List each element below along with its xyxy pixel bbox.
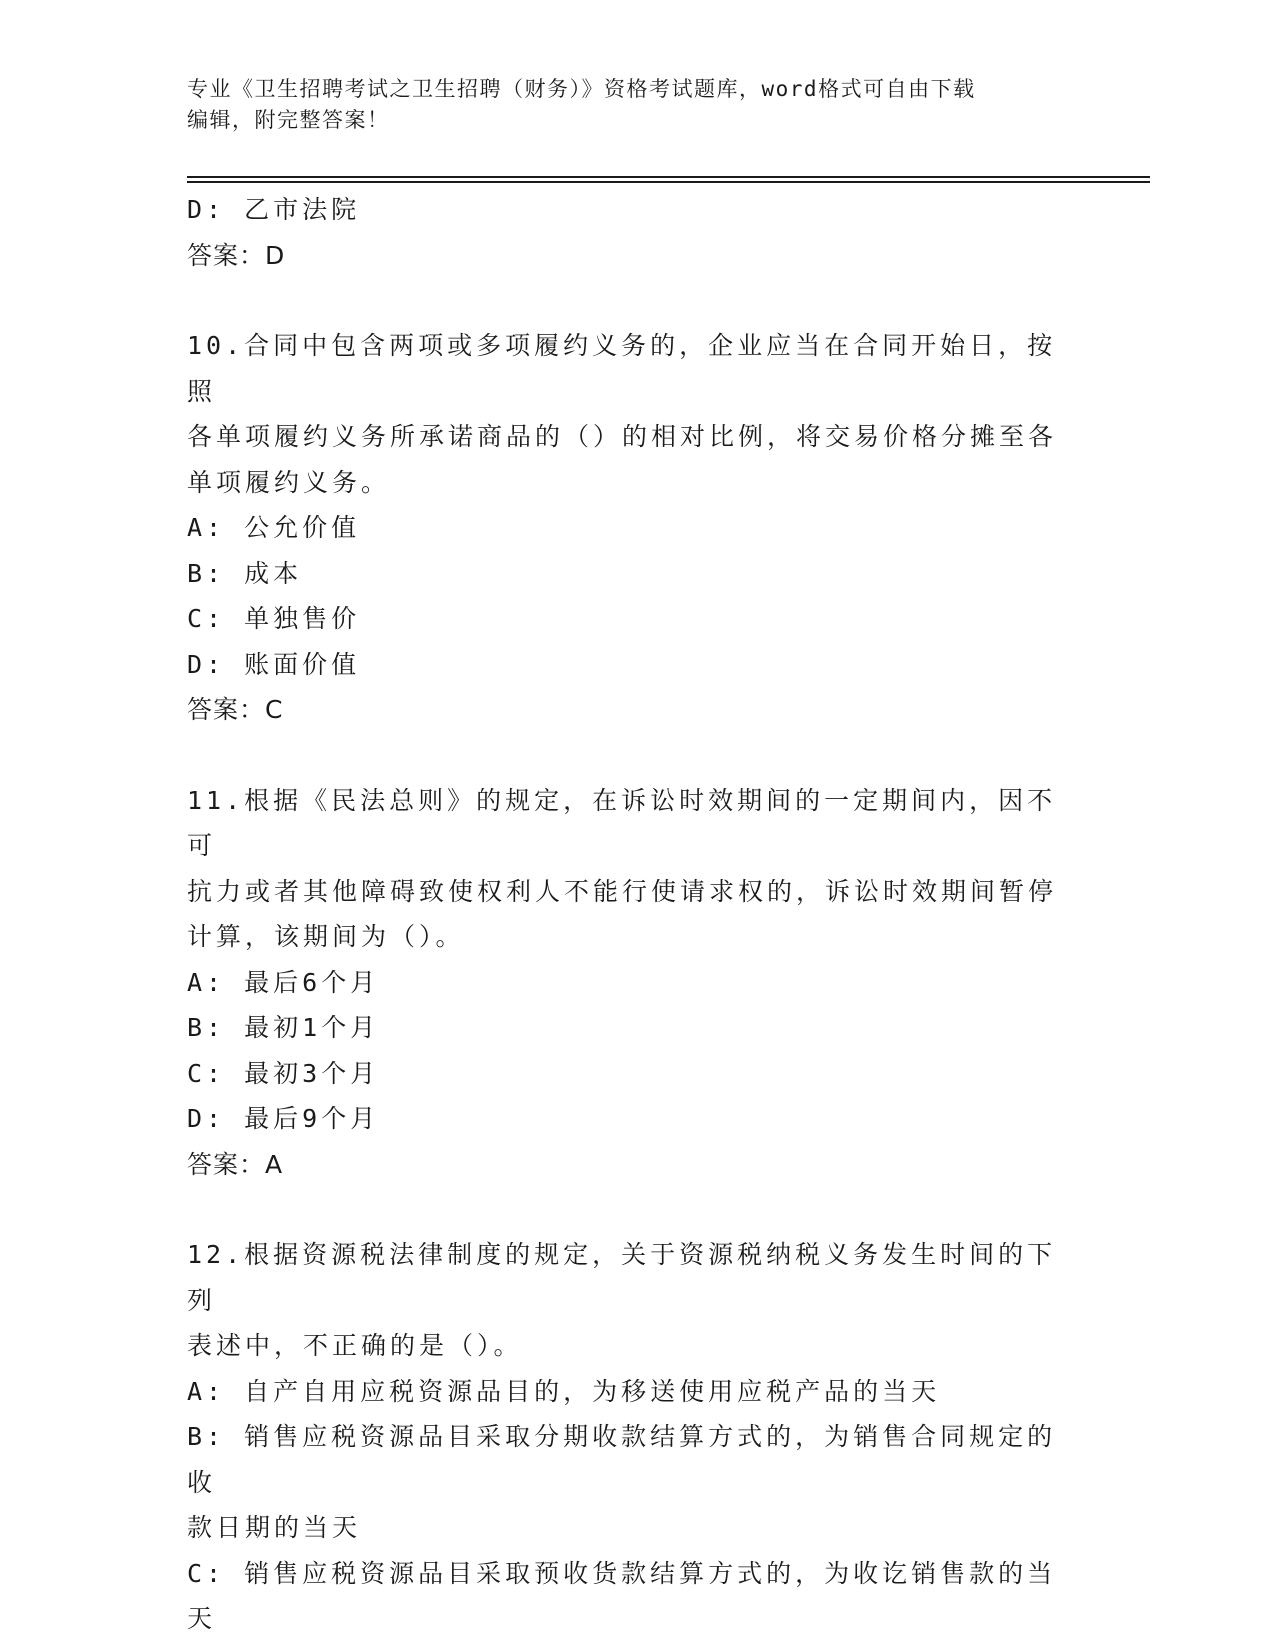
option-b-continued: 款日期的当天 [187, 1513, 362, 1542]
question-stem-line: 表述中，不正确的是（）。 [187, 1331, 523, 1360]
question-stem-line: 抗力或者其他障碍致使权利人不能行使请求权的，诉讼时效期间暂停 [187, 876, 1058, 906]
header-divider-top [187, 176, 1150, 178]
spacer [187, 733, 1077, 778]
answer-line: 答案：A [187, 1149, 284, 1179]
question-12 [187, 1232, 1077, 1642]
document-body [187, 187, 1077, 1642]
option-d: D: 乙市法院 [187, 195, 361, 224]
page-header [187, 74, 1087, 136]
option-d: D: 账面价值 [187, 649, 361, 679]
option-c: C: 销售应税资源品目采取预收货款结算方式的，为收讫销售款的当天 [187, 1558, 1057, 1633]
previous-question-tail [187, 187, 1077, 278]
header-divider-bottom [187, 181, 1150, 183]
option-a: A: 最后6个月 [187, 967, 380, 997]
question-stem-line: 12.根据资源税法律制度的规定，关于资源税纳税义务发生时间的下列 [187, 1240, 1057, 1315]
option-c: C: 单独售价 [187, 604, 361, 633]
spacer [187, 1187, 1077, 1232]
option-b: B: 最初1个月 [187, 1013, 380, 1042]
answer-line: 答案：C [187, 695, 284, 724]
question-11 [187, 778, 1077, 1188]
answer-line: 答案：D [187, 240, 286, 270]
question-10 [187, 323, 1077, 733]
header-line-1: 专业《卫生招聘考试之卫生招聘（财务）》资格考试题库，word格式可自由下载 [187, 77, 976, 101]
spacer [187, 278, 1077, 323]
question-stem-line: 10.合同中包含两项或多项履约义务的，企业应当在合同开始日，按照 [187, 331, 1057, 406]
question-stem-line: 11.根据《民法总则》的规定，在诉讼时效期间的一定期间内，因不可 [187, 785, 1057, 860]
question-stem-line: 各单项履约义务所承诺商品的（）的相对比例，将交易价格分摊至各 [187, 422, 1058, 451]
question-stem-line: 单项履约义务。 [187, 467, 391, 497]
option-b: B: 成本 [187, 558, 303, 588]
option-a: A: 公允价值 [187, 513, 361, 542]
option-c: C: 最初3个月 [187, 1058, 380, 1088]
option-b: B: 销售应税资源品目采取分期收款结算方式的，为销售合同规定的收 [187, 1422, 1057, 1497]
header-line-2: 编辑，附完整答案！ [187, 108, 390, 132]
question-stem-line: 计算，该期间为（）。 [187, 922, 465, 951]
option-a: A: 自产自用应税资源品目的，为移送使用应税产品的当天 [187, 1376, 941, 1406]
option-d: D: 最后9个月 [187, 1104, 380, 1133]
